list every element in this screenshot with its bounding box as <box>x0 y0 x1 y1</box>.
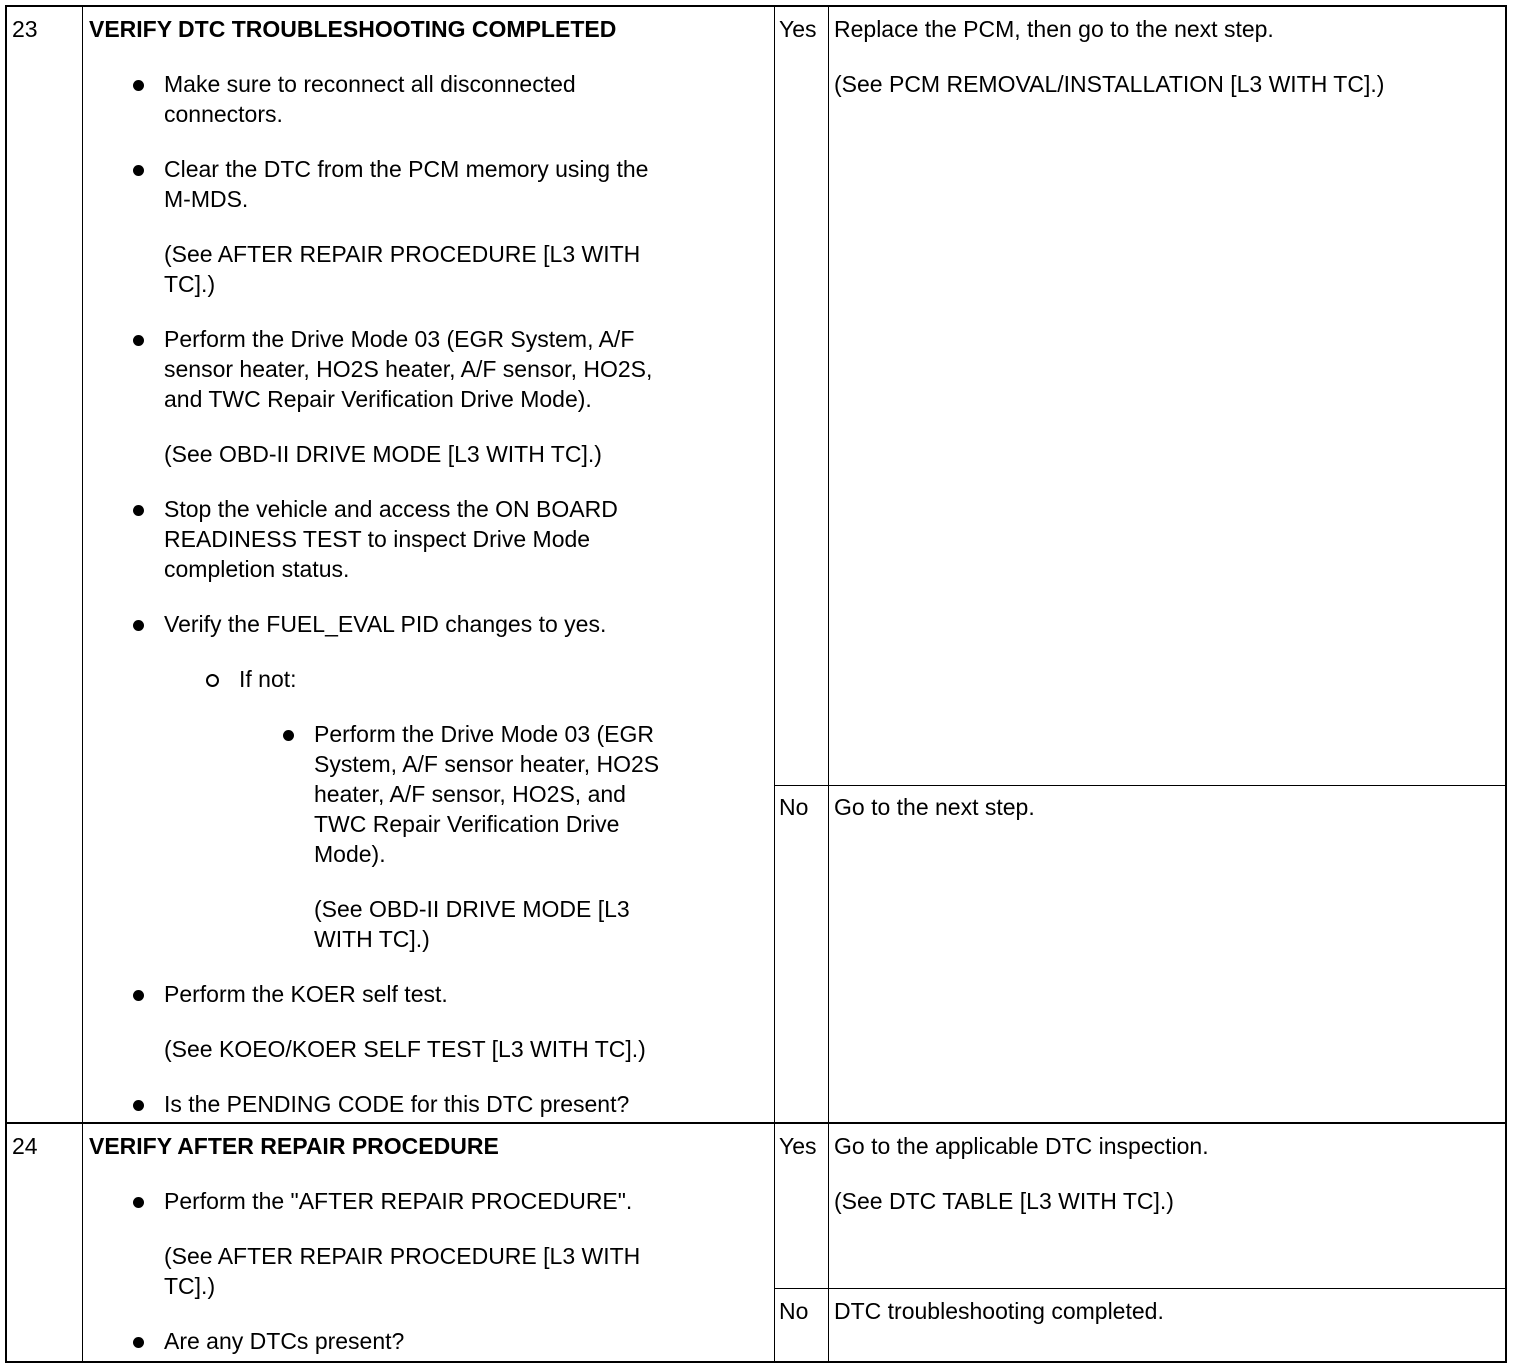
step-number: 24 <box>12 1133 38 1159</box>
no-label: No <box>779 1298 809 1324</box>
reference-line: TC].) <box>164 271 216 297</box>
instruction-line: sensor heater, HO2S heater, A/F sensor, HO2S, <box>164 356 653 382</box>
reference-line: (See OBD-II DRIVE MODE [L3 WITH TC].) <box>164 441 602 467</box>
instruction-line: heater, A/F sensor, HO2S, and <box>314 781 626 807</box>
instruction-line: READINESS TEST to inspect Drive Mode <box>164 526 591 552</box>
bullet-icon <box>133 165 144 176</box>
instruction-line: Perform the Drive Mode 03 (EGR System, A/F <box>164 326 635 352</box>
bullet-icon <box>133 1337 144 1348</box>
row-divider <box>7 1122 1505 1124</box>
instruction-line: Mode). <box>314 841 386 867</box>
instruction-line: Stop the vehicle and access the ON BOARD <box>164 496 618 522</box>
yes-label: Yes <box>779 16 817 42</box>
troubleshooting-table <box>5 5 1507 1363</box>
instruction-line: Perform the Drive Mode 03 (EGR <box>314 721 655 747</box>
reference-line: WITH TC].) <box>314 926 430 952</box>
instruction-line: TWC Repair Verification Drive <box>314 811 620 837</box>
question-line: Is the PENDING CODE for this DTC present? <box>164 1091 630 1117</box>
row-divider <box>774 785 1505 786</box>
bullet-icon <box>133 1100 144 1111</box>
instruction-line: Verify the FUEL_EVAL PID changes to yes. <box>164 611 607 637</box>
bullet-icon <box>133 505 144 516</box>
reference-line: TC].) <box>164 1273 216 1299</box>
reference-line: (See KOEO/KOER SELF TEST [L3 WITH TC].) <box>164 1036 646 1062</box>
instruction-line: and TWC Repair Verification Drive Mode). <box>164 386 592 412</box>
no-label: No <box>779 794 809 820</box>
yes-action-line: Go to the applicable DTC inspection. <box>834 1133 1209 1159</box>
bullet-icon <box>133 990 144 1001</box>
instruction-line: Perform the KOER self test. <box>164 981 448 1007</box>
instruction-line: System, A/F sensor heater, HO2S <box>314 751 660 777</box>
reference-line: (See OBD-II DRIVE MODE [L3 <box>314 896 630 922</box>
bullet-icon <box>133 80 144 91</box>
no-action-line: Go to the next step. <box>834 794 1035 820</box>
instruction-line: Perform the "AFTER REPAIR PROCEDURE". <box>164 1188 633 1214</box>
row-divider <box>774 1288 1505 1289</box>
step-title: VERIFY DTC TROUBLESHOOTING COMPLETED <box>89 16 617 42</box>
question-line: Are any DTCs present? <box>164 1328 405 1354</box>
hollow-bullet-icon <box>206 674 219 687</box>
reference-line: (See AFTER REPAIR PROCEDURE [L3 WITH <box>164 1243 641 1269</box>
yes-label: Yes <box>779 1133 817 1159</box>
instruction-line: M-MDS. <box>164 186 249 212</box>
column-divider <box>82 7 83 1361</box>
no-action-line: DTC troubleshooting completed. <box>834 1298 1164 1324</box>
column-divider <box>828 7 829 1361</box>
column-divider <box>774 7 775 1361</box>
bullet-icon <box>133 620 144 631</box>
yes-action-line: (See PCM REMOVAL/INSTALLATION [L3 WITH TC].) <box>834 71 1385 97</box>
yes-action-line: Replace the PCM, then go to the next step. <box>834 16 1274 42</box>
instruction-line: If not: <box>239 666 297 692</box>
instruction-line: connectors. <box>164 101 283 127</box>
instruction-line: completion status. <box>164 556 350 582</box>
step-title: VERIFY AFTER REPAIR PROCEDURE <box>89 1133 499 1159</box>
step-number: 23 <box>12 16 38 42</box>
reference-line: (See AFTER REPAIR PROCEDURE [L3 WITH <box>164 241 641 267</box>
bullet-icon <box>133 335 144 346</box>
instruction-line: Clear the DTC from the PCM memory using the <box>164 156 649 182</box>
bullet-icon <box>283 730 294 741</box>
instruction-line: Make sure to reconnect all disconnected <box>164 71 576 97</box>
yes-action-line: (See DTC TABLE [L3 WITH TC].) <box>834 1188 1174 1214</box>
bullet-icon <box>133 1197 144 1208</box>
